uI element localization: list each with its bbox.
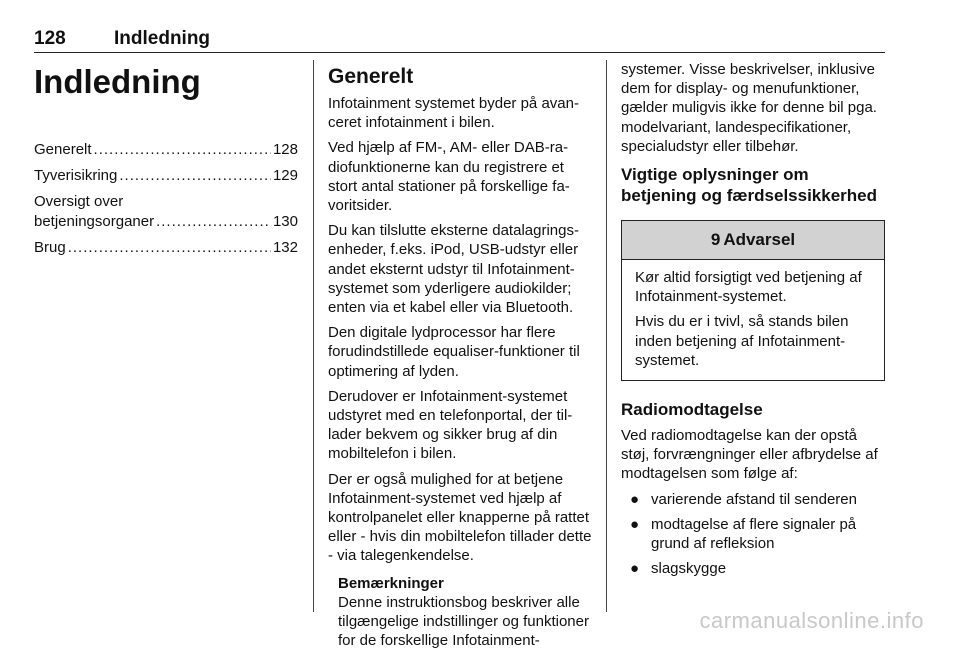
toc-item-brug[interactable] [34, 238, 298, 258]
warning-triangle-icon: 9 [710, 230, 721, 250]
warning-text: Hvis du er i tvivl, så stands bilen inden betjening af Infotainment-systemet. [635, 313, 849, 369]
toc-label: Tyverisikring [34, 167, 118, 184]
list-item: ● varierende afstand til senderen [630, 490, 857, 508]
paragraph: Derudover er Infotainment-systemet udstyret med en telefonportal, der tillader bekvem og sikker brug af din mobiltelefon i bilen. [328, 387, 573, 463]
toc-column [34, 60, 298, 264]
bullet-icon: ● [630, 490, 640, 508]
running-title: Indledning [114, 28, 211, 49]
toc-label: Brug [34, 239, 66, 256]
bullet-icon: ● [630, 560, 640, 578]
paragraph: Ved radiomodtagelse kan der opstå støj, forvrængninger eller afbrydelse af modtagelsen som følge af: [621, 427, 878, 483]
toc-label: betjeningsorganer [34, 213, 155, 230]
note-box [328, 574, 592, 651]
paragraph: Ved hjælp af FM-, AM- eller DAB-radiofunktionerne kan du registrere et stort antal stationer på forskellige favoritsider. [328, 139, 570, 215]
page-header [34, 28, 885, 53]
toc-page: 132 [272, 239, 298, 256]
table-of-contents [34, 140, 298, 258]
toc-label: Generelt [34, 141, 92, 158]
toc-item-oversigt[interactable] [34, 192, 298, 232]
paragraph: Infotainment systemet byder på avanceret infotainment i bilen. [328, 95, 579, 132]
list-item: ● modtagelse af flere signaler på grund af refleksion [630, 515, 857, 553]
safety-heading: Vigtige oplysninger om betjening og færdselssikkerhed [621, 165, 878, 206]
column-divider [606, 60, 607, 612]
section-heading: Generelt [328, 65, 414, 88]
warning-box [621, 220, 885, 381]
warning-text: Kør altid forsigtigt ved betjening af Infotainment-systemet. [635, 269, 862, 306]
right-column [621, 60, 885, 584]
toc-item-generelt[interactable] [34, 140, 298, 160]
toc-label-line1: Oversigt over [34, 193, 124, 210]
bullet-icon: ● [630, 515, 640, 533]
toc-page: 129 [272, 167, 298, 184]
watermark: carmanualsonline.info [699, 608, 924, 633]
paragraph: Den digitale lydprocessor har flere forudindstillede equaliser-funktioner til optimering af lyden. [328, 324, 580, 380]
generelt-column [328, 60, 592, 656]
bullet-list [621, 490, 885, 579]
page-number: 128 [34, 28, 66, 49]
chapter-title: Indledning [34, 63, 201, 100]
note-title: Bemærkninger [338, 574, 444, 592]
warning-title: Advarsel [723, 230, 796, 250]
toc-page: 128 [272, 141, 298, 158]
radio-heading: Radiomodtagelse [621, 400, 763, 420]
toc-page: 130 [272, 213, 298, 230]
paragraph: Du kan tilslutte eksterne datalagringsenheder, f.eks. iPod, USB-udstyr eller andet eksternt udstyr til Infotainment-systemet som yderligere audiokilder; enten via et kabel eller via Bluetooth. [328, 222, 579, 317]
column-divider [313, 60, 314, 612]
paragraph: systemer. Visse beskrivelser, inklusive dem for display- og menufunktioner, gælder muligvis ikke for denne bil pga. modelvariant, landespecifikationer, specialudstyr eller tilbehør. [621, 61, 877, 155]
warning-body [622, 260, 884, 380]
toc-item-tyverisikring[interactable] [34, 166, 298, 186]
warning-header [622, 221, 884, 260]
note-text: Denne instruktionsbog beskriver alle tilgængelige indstillinger og funktioner for de forskellige Infotainment- [338, 593, 589, 650]
paragraph: Der er også mulighed for at betjene Infotainment-systemet ved hjælp af kontrolpanelet eller knapperne på rattet eller - hvis din mobiltelefon tillader dette - via talegenkendelse. [328, 470, 592, 565]
list-item: ● slagskygge [630, 560, 727, 578]
